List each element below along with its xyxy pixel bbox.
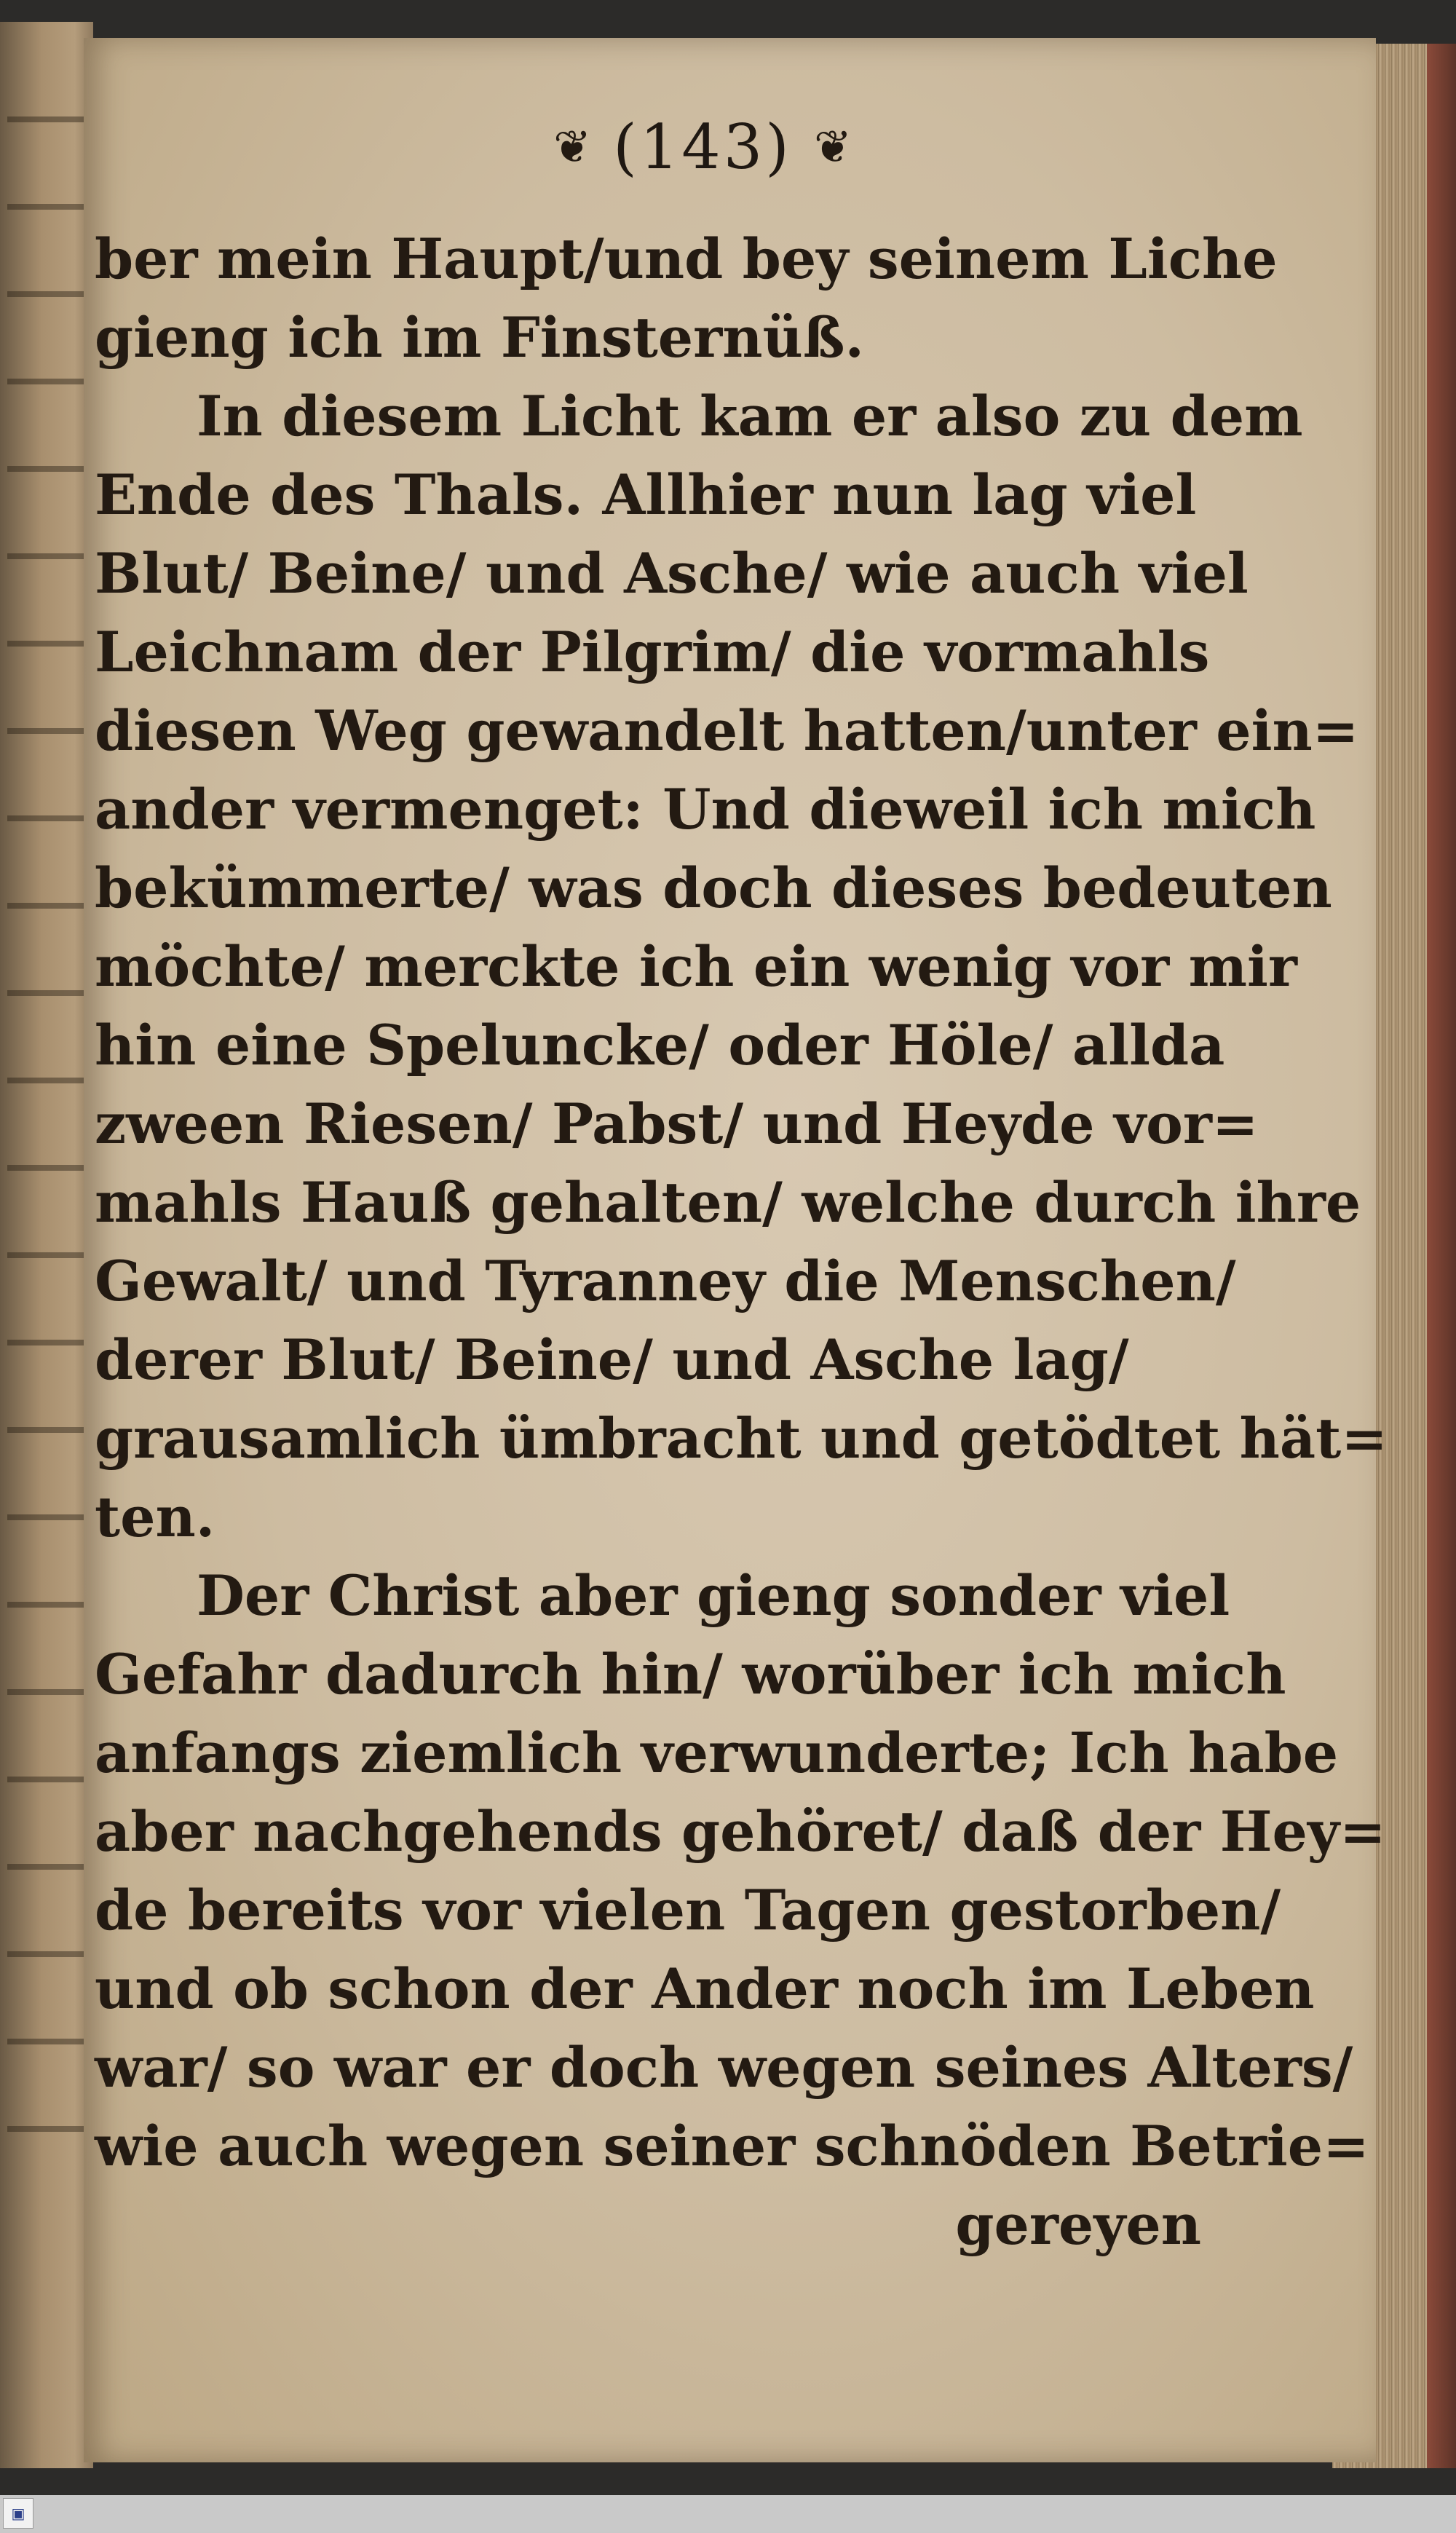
text-line: war/ so war er doch wegen seines Alters/ [95,2035,1353,2100]
text-line: derer Blut/ Beine/ und Asche lag/ [95,1327,1129,1392]
ornament-right-icon: ❦ [813,120,852,173]
text-line: Der Christ aber gieng sonder viel [197,1563,1230,1628]
text-line: diesen Weg gewandelt hatten/unter ein= [95,698,1359,763]
text-line: Ende des Thals. Allhier nun lag viel [95,462,1197,527]
text-line: anfangs ziemlich verwunderte; Ich habe [95,1720,1339,1785]
ornament-left-icon: ❦ [553,120,592,173]
book-page [84,38,1388,2462]
catchword: gereyen [955,2192,1201,2257]
text-line: Gefahr dadurch hin/ worüber ich mich [95,1642,1286,1707]
scanner-bar [0,2495,1456,2533]
text-line: gieng ich im Finsternüß. [95,305,864,370]
text-line: Blut/ Beine/ und Asche/ wie auch viel [95,541,1249,606]
text-line: ber mein Haupt/und bey seinem Liche [95,226,1278,291]
text-line: Gewalt/ und Tyranney die Menschen/ [95,1249,1236,1313]
text-line: ten. [95,1485,215,1549]
text-line: Leichnam der Pilgrim/ die vormahls [95,620,1210,684]
text-line: In diesem Licht kam er also zu dem [197,384,1303,448]
text-line: ander vermenget: Und dieweil ich mich [95,777,1316,842]
library-logo-icon: ▣ [3,2498,33,2529]
text-line: möchte/ merckte ich ein wenig vor mir [95,934,1297,999]
text-line: bekümmerte/ was doch dieses bedeuten [95,855,1332,920]
body-text [95,220,1388,2264]
facing-page-edge [0,22,93,2468]
text-line: und ob schon der Ander noch im Leben [95,1956,1315,2021]
text-line: zween Riesen/ Pabst/ und Heyde vor= [95,1091,1259,1156]
page-number: (143) [613,111,792,183]
text-line: mahls Hauß gehalten/ welche durch ihre [95,1170,1361,1235]
text-line: grausamlich ümbracht und getödtet hät= [95,1406,1388,1471]
text-line: de bereits vor vielen Tagen gestorben/ [95,1878,1281,1943]
text-line: aber nachgehends gehöret/ daß der Hey= [95,1799,1386,1864]
text-line: hin eine Speluncke/ oder Höle/ allda [95,1013,1225,1078]
page-header [448,100,957,194]
text-line: wie auch wegen seiner schnöden Betrie= [95,2114,1369,2178]
